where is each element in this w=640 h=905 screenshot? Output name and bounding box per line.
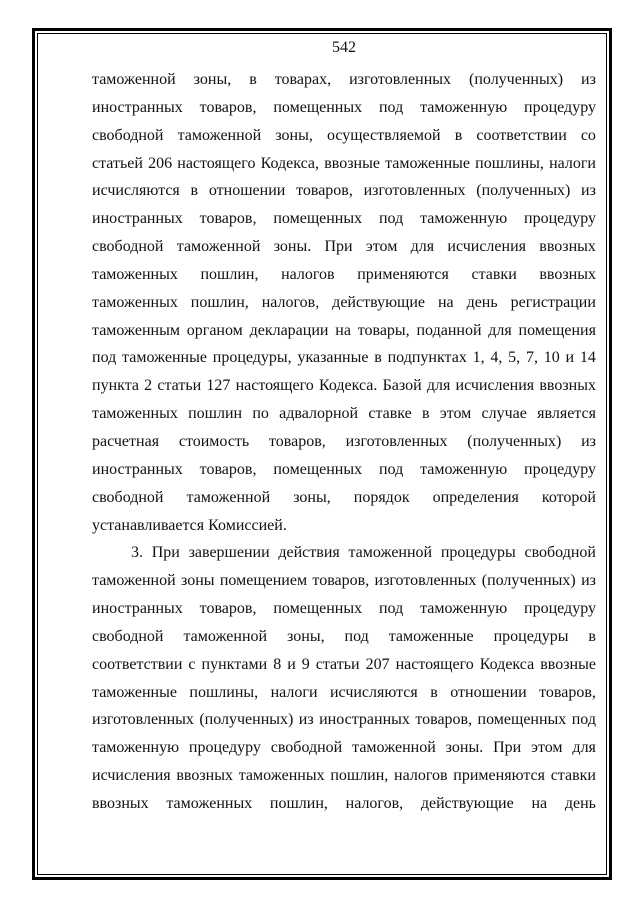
word: (полученных) — [199, 711, 294, 729]
word: таможенным — [92, 321, 180, 339]
word: (полученных) — [481, 572, 576, 590]
word: соответствии — [476, 126, 567, 144]
word: по — [252, 405, 269, 423]
word: таможенной — [177, 126, 262, 144]
text-line — [92, 400, 596, 428]
word: налоги — [549, 154, 596, 172]
word: из — [298, 711, 314, 729]
word: применяются — [453, 767, 545, 785]
word: для — [410, 238, 435, 256]
word: пошлины, — [189, 683, 259, 701]
word: применяются — [357, 265, 449, 283]
word: под — [378, 98, 404, 116]
word: таможенной — [348, 544, 433, 562]
text-line — [92, 289, 596, 317]
word: таможенных — [92, 293, 178, 311]
word: со — [580, 126, 596, 144]
word: в — [588, 627, 596, 645]
word: товаров, — [199, 98, 257, 116]
word: пошлин, — [200, 265, 259, 283]
text-line — [92, 317, 596, 345]
word: соответствии — [92, 655, 183, 673]
word: таможенную — [420, 210, 508, 228]
word: на — [531, 794, 548, 812]
word: Базой — [382, 377, 422, 395]
text-line — [92, 122, 596, 150]
word: таможенную — [420, 600, 508, 618]
word: 127 — [206, 377, 231, 395]
word: настоящего — [395, 655, 474, 673]
word: пункта — [92, 377, 139, 395]
word: 2 — [144, 377, 153, 395]
word: налогов, — [261, 293, 320, 311]
text-line — [92, 344, 596, 372]
word: случае — [481, 405, 527, 423]
word: декларации — [249, 321, 329, 339]
text-line — [92, 372, 596, 400]
word: помещением — [219, 572, 308, 590]
word: ввозные — [324, 154, 380, 172]
word: Кодекса — [479, 655, 535, 673]
word: Кодекса. — [318, 377, 378, 395]
word: день — [564, 794, 596, 812]
word: иностранных — [319, 711, 410, 729]
text-line — [92, 233, 596, 261]
word: При — [324, 238, 353, 256]
word: иностранных — [92, 460, 183, 478]
word: помещенных — [273, 98, 363, 116]
word: в — [190, 182, 199, 200]
word: под — [378, 460, 404, 478]
text-line — [92, 706, 596, 734]
word: ввозных — [92, 794, 149, 812]
word: процедуры, — [212, 349, 292, 367]
word: процедуру — [524, 460, 596, 478]
word: определения — [432, 488, 519, 506]
word: и — [287, 655, 296, 673]
word: процедуру — [524, 98, 596, 116]
word: завершении — [188, 544, 270, 562]
word: статьи — [315, 655, 360, 673]
text-line — [92, 150, 596, 178]
text-line — [92, 790, 596, 818]
word: исчисления — [455, 377, 535, 395]
word: расчетная — [92, 432, 160, 450]
word: пунктами — [201, 655, 268, 673]
word: пошлин, — [330, 767, 389, 785]
word: процедуру — [524, 210, 596, 228]
word: таможенной — [183, 627, 268, 645]
text-line-indented — [92, 539, 596, 567]
page-number: 542 — [332, 39, 356, 56]
word: из — [581, 572, 596, 590]
word: которой — [541, 488, 596, 506]
word: таможенной — [92, 71, 176, 88]
word: свободной — [92, 126, 164, 144]
word: исчисляются — [92, 182, 180, 200]
text-line — [92, 734, 596, 762]
word: свободной — [270, 739, 343, 757]
word: процедуры — [440, 544, 516, 562]
word: (полученных) — [467, 432, 562, 450]
word: поданной — [416, 321, 482, 339]
word: зоны. — [445, 739, 484, 757]
word: таможенной — [92, 572, 176, 590]
word: зоны, — [293, 488, 331, 506]
word: стоимость — [178, 432, 250, 450]
word: изготовленных — [92, 711, 194, 729]
word: ставке — [368, 405, 412, 423]
word: этом — [439, 405, 472, 423]
word: под — [571, 711, 596, 729]
word: таможенных — [166, 794, 253, 812]
word: налогов, — [345, 794, 404, 812]
word: таможенной — [352, 739, 436, 757]
word: 14 — [579, 349, 596, 367]
word: 9 — [301, 655, 310, 673]
paragraph-1 — [92, 66, 596, 539]
word: пошлин, — [269, 794, 328, 812]
word: свободной — [92, 488, 164, 506]
word: товаров, — [269, 432, 326, 450]
text-line — [92, 261, 596, 289]
word: товары, — [357, 321, 410, 339]
word: под — [378, 210, 404, 228]
word: изготовленных — [345, 432, 448, 450]
paragraph-2 — [92, 539, 596, 817]
word: из — [581, 432, 596, 450]
word: изготовленных — [363, 182, 466, 200]
word: налогов — [394, 767, 448, 785]
text-line — [92, 456, 596, 484]
word: ставки — [471, 265, 517, 283]
word: под — [344, 627, 369, 645]
word: ввозных — [539, 238, 596, 256]
word: подпунктах — [387, 349, 467, 367]
word: для — [572, 739, 596, 757]
text-line — [92, 651, 596, 679]
word: процедуры — [493, 627, 569, 645]
text-line — [92, 762, 596, 790]
word: статьи — [157, 377, 202, 395]
word: 10 — [543, 349, 560, 367]
word: товаров, — [199, 460, 257, 478]
word: 8 — [273, 655, 282, 673]
word: свободной — [92, 238, 164, 256]
word: товарах, — [274, 71, 332, 88]
word: товаров, — [415, 711, 473, 729]
word: зоны, — [275, 126, 313, 144]
word: таможенную — [420, 460, 508, 478]
word: ввозных — [539, 377, 596, 395]
word: этом — [365, 238, 398, 256]
word: органом — [186, 321, 243, 339]
word: При — [493, 739, 522, 757]
word: зоны. — [273, 238, 312, 256]
word: адвалорной — [279, 405, 359, 423]
word: на — [335, 321, 351, 339]
word: исчисления — [92, 767, 171, 785]
word: в — [249, 71, 257, 88]
word: таможенных — [92, 265, 178, 283]
word: для — [426, 377, 451, 395]
word: для — [488, 321, 512, 339]
word: порядок — [353, 488, 410, 506]
text-line — [92, 679, 596, 707]
word: таможенные — [92, 683, 177, 701]
word: исчисляются — [329, 683, 418, 701]
word: отношении — [208, 182, 286, 200]
word: товаров, — [199, 210, 257, 228]
word: помещенных — [273, 600, 363, 618]
word: регистрации — [510, 293, 596, 311]
word: в — [422, 405, 430, 423]
word: таможенную — [92, 739, 180, 757]
word: 4, — [490, 349, 503, 367]
word: помещенных — [477, 711, 567, 729]
word: 7, — [525, 349, 538, 367]
word: в — [430, 683, 438, 701]
word: свободной — [92, 627, 164, 645]
word: в — [454, 126, 463, 144]
word: исчисления — [447, 238, 526, 256]
word: таможенной — [176, 238, 261, 256]
word: 3. — [131, 544, 143, 562]
word: из — [581, 71, 596, 88]
word: таможенные — [122, 349, 207, 367]
body-text — [92, 66, 596, 818]
word: с — [188, 655, 196, 673]
word: настоящего — [177, 154, 256, 172]
word: ставки — [550, 767, 596, 785]
word: помещенных — [273, 210, 363, 228]
word: 206 — [148, 154, 173, 172]
text-line — [92, 567, 596, 595]
word: указанные — [297, 349, 369, 367]
word: осуществляемой — [326, 126, 441, 144]
word: действия — [278, 544, 340, 562]
text-line — [92, 177, 596, 205]
word: 207 — [365, 655, 390, 673]
word: 1, — [472, 349, 485, 367]
word: (полученных) — [476, 182, 571, 200]
word: помещения — [518, 321, 596, 339]
word: процедуру — [188, 739, 261, 757]
text-line-last: устанавливается Комиссией. — [92, 516, 287, 534]
word: товаров, — [199, 600, 257, 618]
word: свободной — [524, 544, 596, 562]
word: помещенных — [273, 460, 363, 478]
text-line — [92, 428, 596, 456]
word: пошлин — [188, 405, 243, 423]
word: таможенную — [420, 98, 508, 116]
word: товаров, — [312, 572, 370, 590]
word: отношении — [450, 683, 527, 701]
word: пошлин, — [190, 293, 249, 311]
word: иностранных — [92, 600, 183, 618]
word: изготовленных — [374, 572, 477, 590]
word: пошлины, — [475, 154, 544, 172]
word: настоящего — [235, 377, 314, 395]
text-line — [92, 623, 596, 651]
word: ввозных — [176, 767, 233, 785]
word: Кодекса, — [260, 154, 320, 172]
word: ввозные — [540, 655, 596, 673]
word: процедуру — [524, 600, 596, 618]
word: таможенных — [92, 405, 178, 423]
word: зоны, — [287, 627, 325, 645]
word: изготовленных — [349, 71, 452, 88]
word: действующие — [332, 293, 426, 311]
word: под — [92, 349, 117, 367]
word: и — [565, 349, 575, 367]
word: зоны, — [193, 71, 232, 88]
word: является — [537, 405, 596, 423]
word: иностранных — [92, 210, 183, 228]
text-line — [92, 484, 596, 512]
word: иностранных — [92, 98, 183, 116]
word: таможенной — [186, 488, 271, 506]
text-line — [92, 94, 596, 122]
text-line — [92, 595, 596, 623]
word: товаров, — [296, 182, 353, 200]
word: из — [581, 182, 596, 200]
word: статьей — [92, 154, 143, 172]
word: товаров, — [539, 683, 596, 701]
word: таможенные — [388, 627, 474, 645]
word: день — [466, 293, 498, 311]
word: При — [151, 544, 180, 562]
word: (полученных) — [469, 71, 564, 88]
word: действующие — [420, 794, 514, 812]
word: таможенных — [238, 767, 325, 785]
text-line — [92, 66, 596, 94]
word: 5, — [508, 349, 521, 367]
word: налоги — [270, 683, 318, 701]
word: на — [437, 293, 454, 311]
text-line — [92, 205, 596, 233]
word: в — [374, 349, 382, 367]
word: этом — [531, 739, 563, 757]
word: зоны — [180, 572, 215, 590]
word: под — [378, 600, 404, 618]
word: ввозных — [539, 265, 596, 283]
word: таможенные — [385, 154, 471, 172]
word: налогов — [281, 265, 335, 283]
